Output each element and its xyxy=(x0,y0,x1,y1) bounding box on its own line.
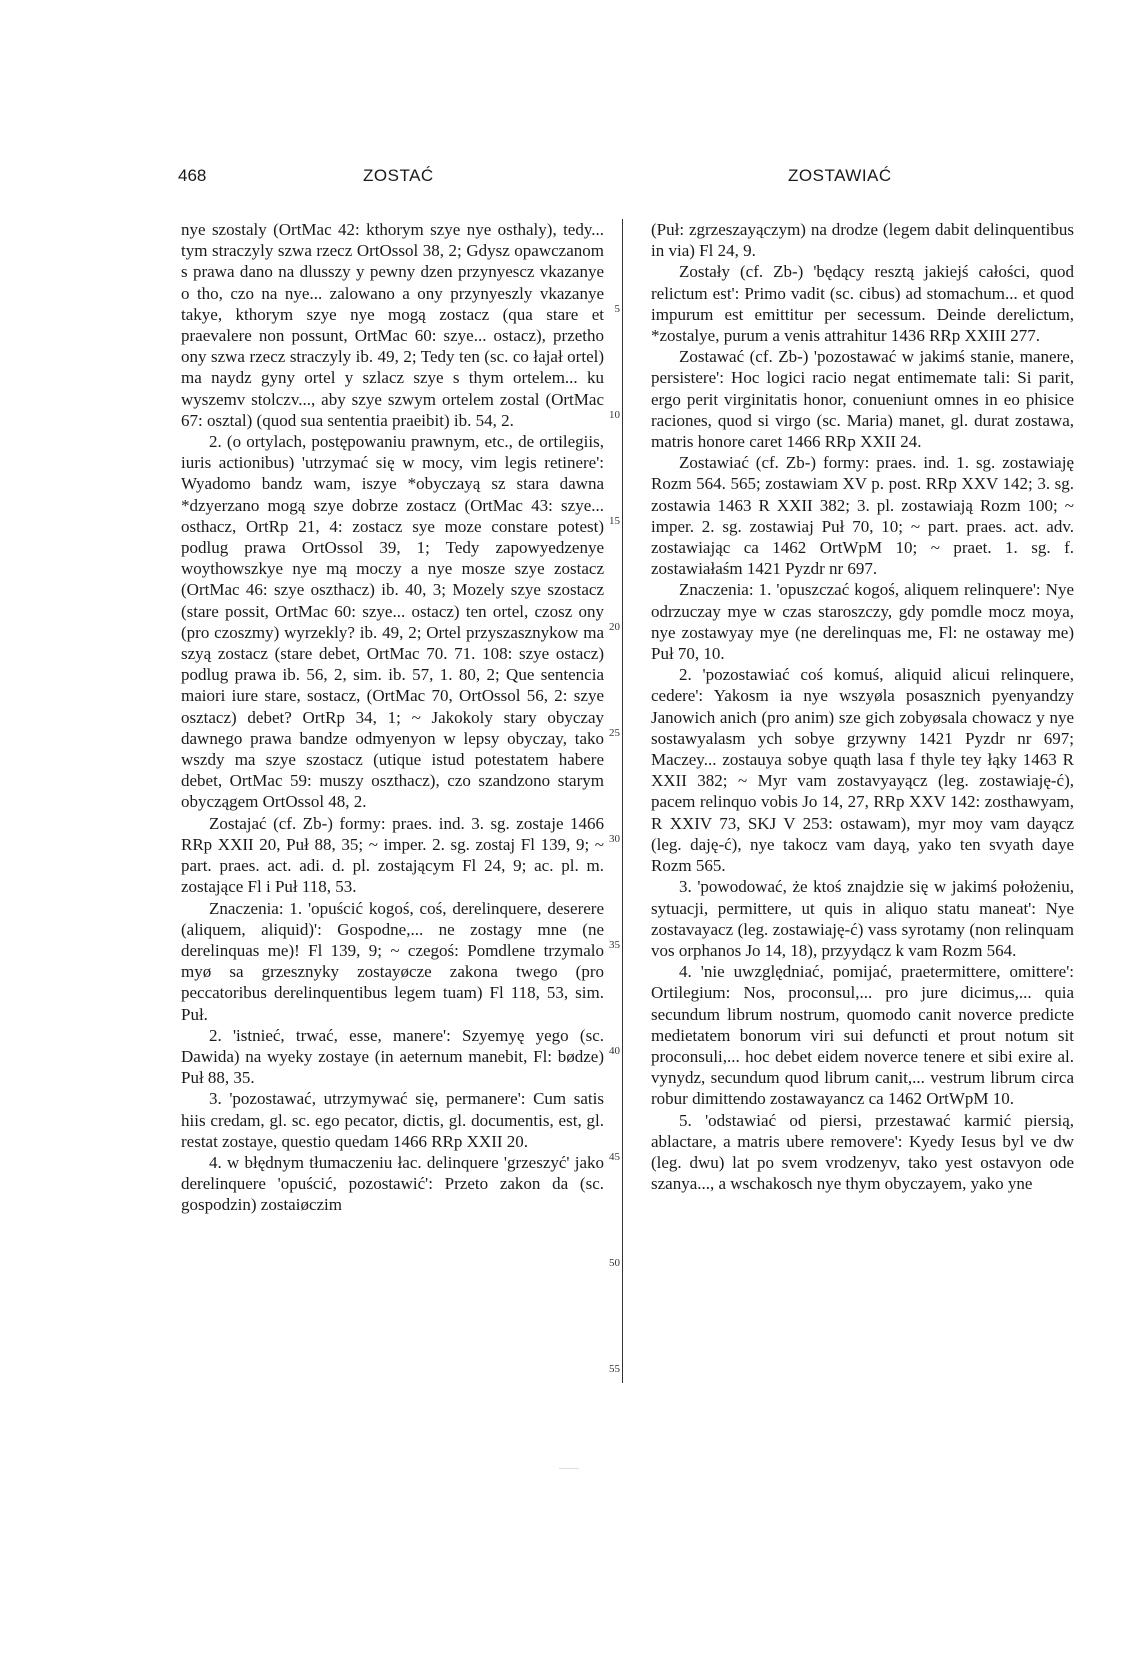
line-number: 30 xyxy=(609,833,620,845)
entry-paragraph: Zostawać (cf. Zb-) 'pozostawać w jakimś stanie, manere, persistere': Hoc logici racio negat entimemate tali: Si parit, ergo perit virginitatis honor, conueniunt omnes in eo phisice raciones, quod si virgo (sc. Maria) manet, gl. durat zostawa, matris honore caret 1466 RRp XXII 24. xyxy=(651,347,1074,452)
left-column xyxy=(181,219,604,1216)
entry-paragraph: Zostały (cf. Zb-) 'będący resztą jakiejś całości, quod relictum est': Primo vadit (sc. cibus) ad stomachum... et quod impurum est emittitur per secessum. Deinde derelictum, *zostalye, purum a venis attrahitur 1436 RRp XXIII 277. xyxy=(651,262,1074,346)
entry-paragraph: Znaczenia: 1. 'opuścić kogoś, coś, derelinquere, deserere (aliquem, aliquid)': Gospodne,... ne zostagy mne (ne derelinquas me)! Fl 139, 9; ~ czegoś: Pomdlene trzymalo myø sa grzesznyky zostayøcze zakona twego (pro peccatoribus derelinquentibus legem tuam) Fl 118, 53, sim. Puł. xyxy=(181,898,604,1024)
entry-paragraph: Zostawiać (cf. Zb-) formy: praes. ind. 1. sg. zostawiaję Rozm 564. 565; zostawiam XV p. post. RRp XXV 142; 3. sg. zostawia 1463 R XXII 382; 3. pl. zostawiają Rozm 100; ~ imper. 2. sg. zostawiaj Puł 70, 10; ~ part. praes. act. adv. zostawiając ca 1462 OrtWpM 10; ~ praet. 1. sg. f. zostawiałaśm 1421 Pyzdr nr 697. xyxy=(651,453,1074,579)
line-number: 5 xyxy=(614,303,620,315)
line-number: 55 xyxy=(609,1363,620,1375)
entry-paragraph: 5. 'odstawiać od piersi, przestawać karmić piersią, ablactare, a matris ubere removere': Kyedy Iesus byl ve dw (leg. dwu) lat po svem vrodzenyv, tako yest ostavyon ode szanya..., a wschakosch nye thym obyczayem, yako yne xyxy=(651,1110,1074,1194)
entry-paragraph: 4. 'nie uwzględniać, pomijać, praetermittere, omittere': Ortilegium: Nos, proconsul,... pro jure dicimus,... quia secundum librum nostrum, quomodo canit noverce predicte medietatem bonorum viri sui defuncti et prout notum sit proconsuli,... hoc debet eidem noverce tenere et sibi exire al. vynydz, secundum quod librum canit,... vestrum librum circa robur dimittendo zostawayancz ca 1462 OrtWpM 10. xyxy=(651,962,1074,1109)
entry-paragraph: (Puł: zgrzeszayączym) na drodze (legem dabit delinquentibus in via) Fl 24, 9. xyxy=(651,220,1074,261)
page-number: 468 xyxy=(178,166,207,185)
running-headword-right: ZOSTAWIAĆ xyxy=(788,166,892,185)
entry-paragraph: 2. (o ortylach, postępowaniu prawnym, etc., de ortilegiis, iuris actionibus) 'utrzymać się w mocy, vim legis retinere': Wyadomo bandz wam, iszye *obyczayą sz stara dawna *dzyerzano mogą szye dobrze zostacz (OrtMac 43: szye... osthacz, OrtRp 21, 4: zostacz sye moze constare potest) podlug prawa OrtOssol 39, 1; Tedy zapowyedzenye woythowszkye nye mą moczy a nye mosze szye zostacz (OrtMac 46: szye oszthacz) ib. 40, 3; Mozely szye szostacz (stare possit, OrtMac 60: szye... ostacz) ten ortel, czosz ony (pro czoszmy) wyrzekly? ib. 49, 2; Ortel przyszasznykow ma szyą zostacz (stare debet, OrtMac 70. 71. 108: szye ostacz) podlug prawa ib. 56, 2, sim. ib. 57, 1. 80, 2; Que sentencia maiori iure stare, sostacz, (OrtMac 70, OrtOssol 56, 2: szye osztacz) debet? OrtRp 34, 1; ~ Jakokoly stary obyczay dawnego prawa bandze odmyenyon w lepsy obyczay, tako wszdy ma szye szostacz (utique istud potestatem habere debet, OrtMac 59: muszy oszthacz), czo szandzono starym obyczągem OrtOssol 48, 2. xyxy=(181,432,604,812)
line-number: 50 xyxy=(609,1257,620,1269)
column-divider xyxy=(622,219,623,1383)
line-number: 45 xyxy=(609,1151,620,1163)
entry-paragraph: 2. 'pozostawiać coś komuś, aliquid alicui relinquere, cedere': Yakosm ia nye wszyøla posasznich pyenyandzy Janowich anich (pro anim) sze gich zobyøsala chowacz y nye sostawyalasm ych sobye grzywny 1421 Pyzdr nr 697; Maczey... zostauya sobye quąth lasa f thyle tey łąky 1463 R XXII 382; ~ Myr vam zostavyayącz (leg. zostawiaję-ć), pacem relinquo vobis Jo 14, 27, RRp XXV 142: zosthawyam, R XXIV 73, SKJ V 253: ostawam), myr moy vam dayącz (leg. daję-ć), nye takocz vam dayą, yako ten svyath daye Rozm 565. xyxy=(651,665,1074,876)
line-number: 15 xyxy=(609,515,620,527)
entry-paragraph: 3. 'powodować, że ktoś znajdzie się w jakimś położeniu, sytuacji, permittere, ut quis in aliquo statu maneat': Nye zostavayacz (leg. zostawiaję-ć) vass syrotamy (non relinquam vos orphanos Jo 14, 18), przyydącz k vam Rozm 564. xyxy=(651,877,1074,960)
entry-paragraph: Znaczenia: 1. 'opuszczać kogoś, aliquem relinquere': Nye odrzuczay mye w czas staroszczy, gdy pomdle mocz moya, nye zostawyay mye (ne derelinquas me, Fl: ne ostaway me) Puł 70, 10. xyxy=(651,580,1074,664)
entry-paragraph: nye szostaly (OrtMac 42: kthorym szye nye osthaly), tedy... tym straczyly szwa rzecz OrtOssol 38, 2; Gdysz opawczanom s prawa dano na dlusszy y pewny dzen przynyescz vkazanye o tho, czo na nye... zalowano a ony przynyeszly vkazanye takye, kthorym szye nye mogą zostacz (qua stare et praevalere non possunt, OrtMac 60: szye... ostacz), przetho ony szwa rzecz straczyly ib. 49, 2; Tedy ten (sc. co łajał ortel) ma naydz gyny ortel y szlacz szye s thym ortelem... ku wyszemv stolczv..., aby szye szwym ortelem zostal (OrtMac 67: osztal) (quod sua sententia praeibit) ib. 54, 2. xyxy=(181,220,604,430)
line-number: 10 xyxy=(609,409,620,421)
line-number: 20 xyxy=(609,621,620,633)
line-number: 40 xyxy=(609,1045,620,1057)
entry-paragraph: Zostajać (cf. Zb-) formy: praes. ind. 3. sg. zostaje 1466 RRp XXII 20, Puł 88, 35; ~ imper. 2. sg. zostaj Fl 139, 9; ~ part. praes. act. adi. d. pl. zostającym Fl 24, 9; ac. pl. m. zostające Fl i Puł 118, 53. xyxy=(181,813,604,897)
entry-paragraph: 4. w błędnym tłumaczeniu łac. delinquere 'grzeszyć' jako derelinquere 'opuścić, pozostawić': Przeto zakon da (sc. gospodzin) zostaiøczim xyxy=(181,1152,604,1215)
running-headword-left: ZOSTAĆ xyxy=(363,166,434,185)
line-number: 25 xyxy=(609,727,620,739)
footer-mark xyxy=(559,1468,579,1469)
right-column xyxy=(651,219,1074,1194)
entry-paragraph: 2. 'istnieć, trwać, esse, manere': Szyemyę yego (sc. Dawida) na wyeky zostaye (in aeternum manebit, Fl: bødze) Puł 88, 35. xyxy=(181,1025,604,1088)
entry-paragraph: 3. 'pozostawać, utrzymywać się, permanere': Cum satis hiis credam, gl. sc. ego pecator, dictis, gl. documentis, est, gl. restat zostaye, questio quedam 1466 RRp XXII 20. xyxy=(181,1089,604,1151)
line-number: 35 xyxy=(609,939,620,951)
page-header xyxy=(0,166,1138,196)
